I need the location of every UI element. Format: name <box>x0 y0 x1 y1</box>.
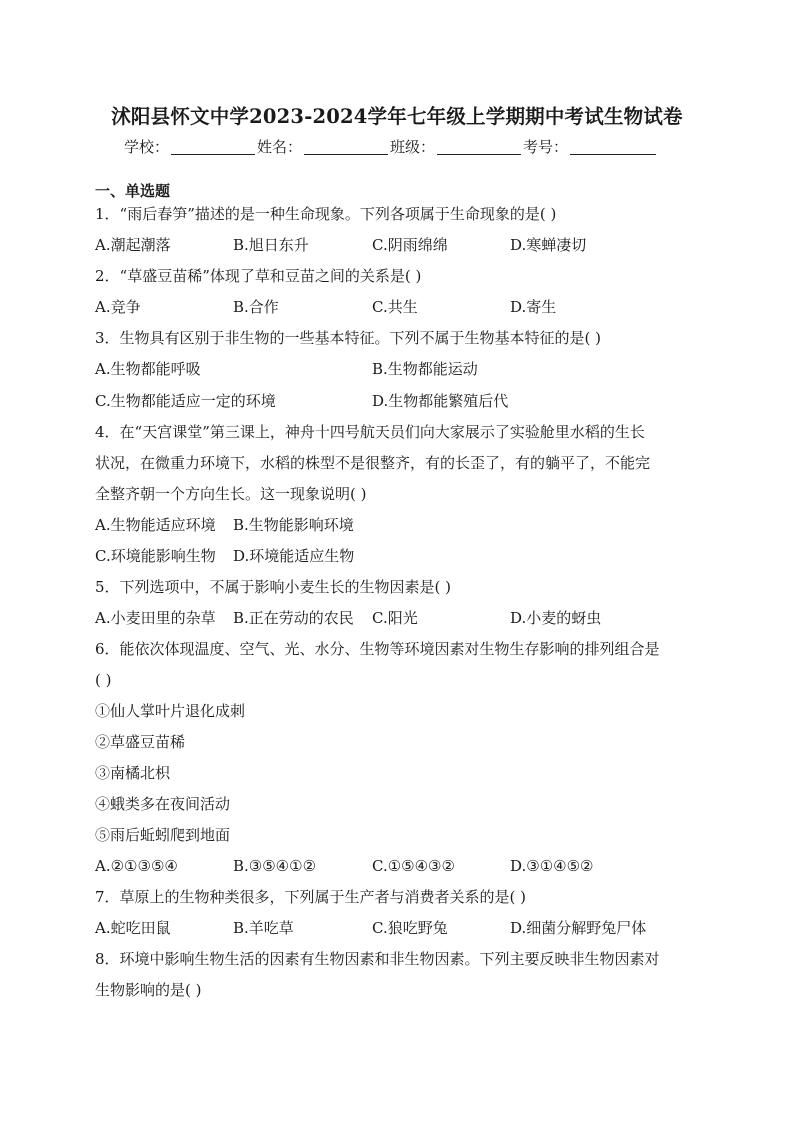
question-8-stem-line-2: 生物影响的是( ) <box>95 981 202 999</box>
q2-option-d[interactable]: D.寄生 <box>510 298 557 316</box>
q6-option-c[interactable]: C.①⑤④③② <box>372 857 455 875</box>
question-4-stem-line-1: 4．在“天宫课堂”第三课上，神舟十四号航天员们向大家展示了实验舱里水稻的生长 <box>95 423 645 441</box>
q2-option-c[interactable]: C.共生 <box>372 298 418 316</box>
q4-option-c[interactable]: C.环境能影响生物 <box>95 547 216 565</box>
page-title: 沭阳县怀文中学2023-2024学年七年级上学期期中考试生物试卷 <box>111 105 683 128</box>
q3-option-b[interactable]: B.生物都能运动 <box>372 360 478 378</box>
student-info-row <box>124 136 658 157</box>
class-label: 班级： <box>390 138 436 156</box>
q5-option-a[interactable]: A.小麦田里的杂草 <box>95 609 216 627</box>
question-1-stem: 1．“雨后春笋”描述的是一种生命现象。下列各项属于生命现象的是( ) <box>95 205 557 223</box>
q7-option-b[interactable]: B.羊吃草 <box>233 919 294 937</box>
q5-option-b[interactable]: B.正在劳动的农民 <box>233 609 354 627</box>
q7-option-c[interactable]: C.狼吃野兔 <box>372 919 448 937</box>
class-blank[interactable] <box>437 140 521 155</box>
question-6-stem-line-1: 6．能依次体现温度、空气、光、水分、生物等环境因素对生物生存影响的排列组合是 <box>95 640 660 658</box>
q1-option-c[interactable]: C.阴雨绵绵 <box>372 236 448 254</box>
question-3-stem: 3．生物具有区别于非生物的一些基本特征。下列不属于生物基本特征的是( ) <box>95 329 602 347</box>
q6-item-5: ⑤雨后蚯蚓爬到地面 <box>95 826 231 844</box>
question-4-stem-line-3: 全整齐朝一个方向生长。这一现象说明( ) <box>95 485 367 503</box>
q2-option-b[interactable]: B.合作 <box>233 298 279 316</box>
q4-option-b[interactable]: B.生物能影响环境 <box>233 516 354 534</box>
q4-option-d[interactable]: D.环境能适应生物 <box>233 547 355 565</box>
number-label: 考号： <box>523 138 569 156</box>
q6-option-a[interactable]: A.②①③⑤④ <box>95 857 178 875</box>
question-7-stem: 7．草原上的生物种类很多，下列属于生产者与消费者关系的是( ) <box>95 888 527 906</box>
q5-option-c[interactable]: C.阳光 <box>372 609 418 627</box>
name-label: 姓名： <box>257 138 303 156</box>
q2-option-a[interactable]: A.竞争 <box>95 298 141 316</box>
q6-item-3: ③南橘北枳 <box>95 764 171 782</box>
question-2-stem: 2．“草盛豆苗稀”体现了草和豆苗之间的关系是( ) <box>95 267 422 285</box>
q3-option-d[interactable]: D.生物都能繁殖后代 <box>372 392 509 410</box>
school-label: 学校： <box>124 138 170 156</box>
q6-option-b[interactable]: B.③⑤④①② <box>233 857 317 875</box>
name-blank[interactable] <box>304 140 388 155</box>
question-6-stem-line-2: ( ) <box>95 671 112 689</box>
q3-option-a[interactable]: A.生物都能呼吸 <box>95 360 201 378</box>
school-blank[interactable] <box>171 140 255 155</box>
q1-option-d[interactable]: D.寒蝉凄切 <box>510 236 587 254</box>
question-5-stem: 5．下列选项中，不属于影响小麦生长的生物因素是( ) <box>95 578 452 596</box>
q6-item-1: ①仙人掌叶片退化成刺 <box>95 702 246 720</box>
q1-option-b[interactable]: B.旭日东升 <box>233 236 309 254</box>
q7-option-a[interactable]: A.蛇吃田鼠 <box>95 919 171 937</box>
question-8-stem-line-1: 8．环境中影响生物生活的因素有生物因素和非生物因素。下列主要反映非生物因素对 <box>95 950 660 968</box>
question-4-stem-line-2: 状况，在微重力环境下，水稻的株型不是很整齐，有的长歪了，有的躺平了，不能完 <box>95 454 651 472</box>
number-blank[interactable] <box>570 140 656 155</box>
q4-option-a[interactable]: A.生物能适应环境 <box>95 516 216 534</box>
q6-item-4: ④蛾类多在夜间活动 <box>95 795 231 813</box>
q6-option-d[interactable]: D.③①④⑤② <box>510 857 594 875</box>
q5-option-d[interactable]: D.小麦的蚜虫 <box>510 609 602 627</box>
q3-option-c[interactable]: C.生物都能适应一定的环境 <box>95 392 276 410</box>
q7-option-d[interactable]: D.细菌分解野兔尸体 <box>510 919 647 937</box>
q1-option-a[interactable]: A.潮起潮落 <box>95 236 171 254</box>
section-heading: 一、单选题 <box>95 182 171 200</box>
q6-item-2: ②草盛豆苗稀 <box>95 733 186 751</box>
